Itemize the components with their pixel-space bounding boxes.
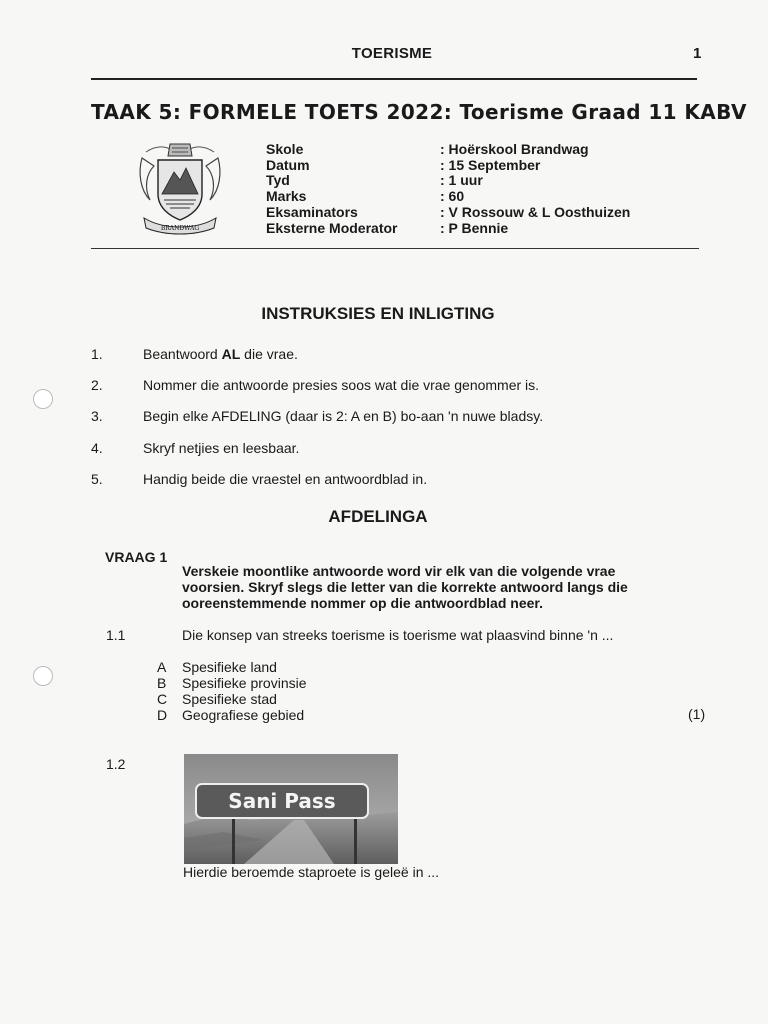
info-label-examiners: Eksaminators bbox=[266, 203, 358, 220]
image-caption: Hierdie beroemde staproete is geleë in ... bbox=[183, 864, 440, 880]
question-label: VRAAG 1 bbox=[105, 549, 168, 565]
info-value-examiners: : V Rossouw & L Oosthuizen bbox=[440, 203, 631, 220]
info-value-date: : 15 September bbox=[440, 156, 541, 173]
instruction-text: Beantwoord AL die vrae. bbox=[143, 346, 298, 362]
option-text: Geografiese gebied bbox=[182, 707, 305, 723]
sign-text: Sani Pass bbox=[228, 789, 336, 813]
instruction-emphasis: AL bbox=[221, 346, 241, 362]
subquestion-text: Die konsep van streeks toerisme is toerisme wat plaasvind binne 'n ... bbox=[182, 627, 614, 643]
punch-hole bbox=[33, 666, 53, 686]
info-value-moderator: : P Bennie bbox=[440, 219, 509, 236]
question-intro: Verskeie moontlike antwoorde word vir elk van die volgende vrae voorsien. Skryf slegs die letter van die korrekte antwoord langs die ooreenstemmende nommer op die antwoordblad neer. bbox=[182, 563, 628, 611]
instruction-text: Nommer die antwoorde presies soos wat die vrae genommer is. bbox=[143, 377, 540, 393]
instruction-number: 4. bbox=[91, 440, 103, 456]
instruction-number: 5. bbox=[91, 471, 103, 487]
instruction-text: Handig beide die vraestel en antwoordblad in. bbox=[143, 471, 428, 487]
section-divider bbox=[91, 248, 699, 249]
subquestion-number: 1.1 bbox=[106, 627, 126, 643]
exam-info-labels bbox=[266, 142, 397, 236]
header-subject: TOERISME bbox=[351, 45, 433, 62]
info-label-marks: Marks bbox=[266, 188, 307, 205]
marks-allocation: (1) bbox=[688, 706, 706, 722]
instruction-number: 1. bbox=[91, 346, 103, 362]
info-value-schools: : Hoërskool Brandwag bbox=[440, 141, 589, 157]
page-number: 1 bbox=[693, 45, 702, 62]
info-label-moderator: Eksterne Moderator bbox=[266, 219, 398, 236]
exam-info-values bbox=[440, 142, 630, 236]
header-rule bbox=[91, 78, 697, 80]
info-label-schools: Skole bbox=[266, 141, 304, 157]
option-text: Spesifieke stad bbox=[182, 691, 277, 707]
sani-pass-photo bbox=[184, 754, 398, 864]
option-text: Spesifieke provinsie bbox=[182, 675, 307, 691]
crest-banner-text: BRANDWAG bbox=[160, 225, 200, 232]
section-a-heading: AFDELINGA bbox=[328, 507, 428, 526]
info-value-marks: : 60 bbox=[440, 188, 465, 205]
info-label-date: Datum bbox=[266, 156, 310, 173]
instructions-heading: INSTRUKSIES EN INLIGTING bbox=[261, 304, 495, 323]
option-letter: D bbox=[157, 707, 168, 723]
school-crest-icon bbox=[136, 138, 224, 236]
instruction-text: Skryf netjies en leesbaar. bbox=[143, 440, 300, 456]
instruction-text: Begin elke AFDELING (daar is 2: A en B) bo-aan 'n nuwe bladsy. bbox=[143, 408, 544, 424]
punch-hole bbox=[33, 389, 53, 409]
info-label-time: Tyd bbox=[266, 172, 290, 189]
info-value-time: : 1 uur bbox=[440, 172, 483, 189]
option-text: Spesifieke land bbox=[182, 659, 277, 675]
subquestion-number: 1.2 bbox=[106, 756, 126, 772]
instruction-number: 2. bbox=[91, 377, 103, 393]
page-title: TAAK 5: FORMELE TOETS 2022: Toerisme Graad 11 KABV bbox=[91, 100, 747, 124]
option-letter: C bbox=[157, 691, 168, 707]
instruction-number: 3. bbox=[91, 408, 103, 424]
option-letter: B bbox=[157, 675, 167, 691]
option-letter: A bbox=[157, 659, 167, 675]
